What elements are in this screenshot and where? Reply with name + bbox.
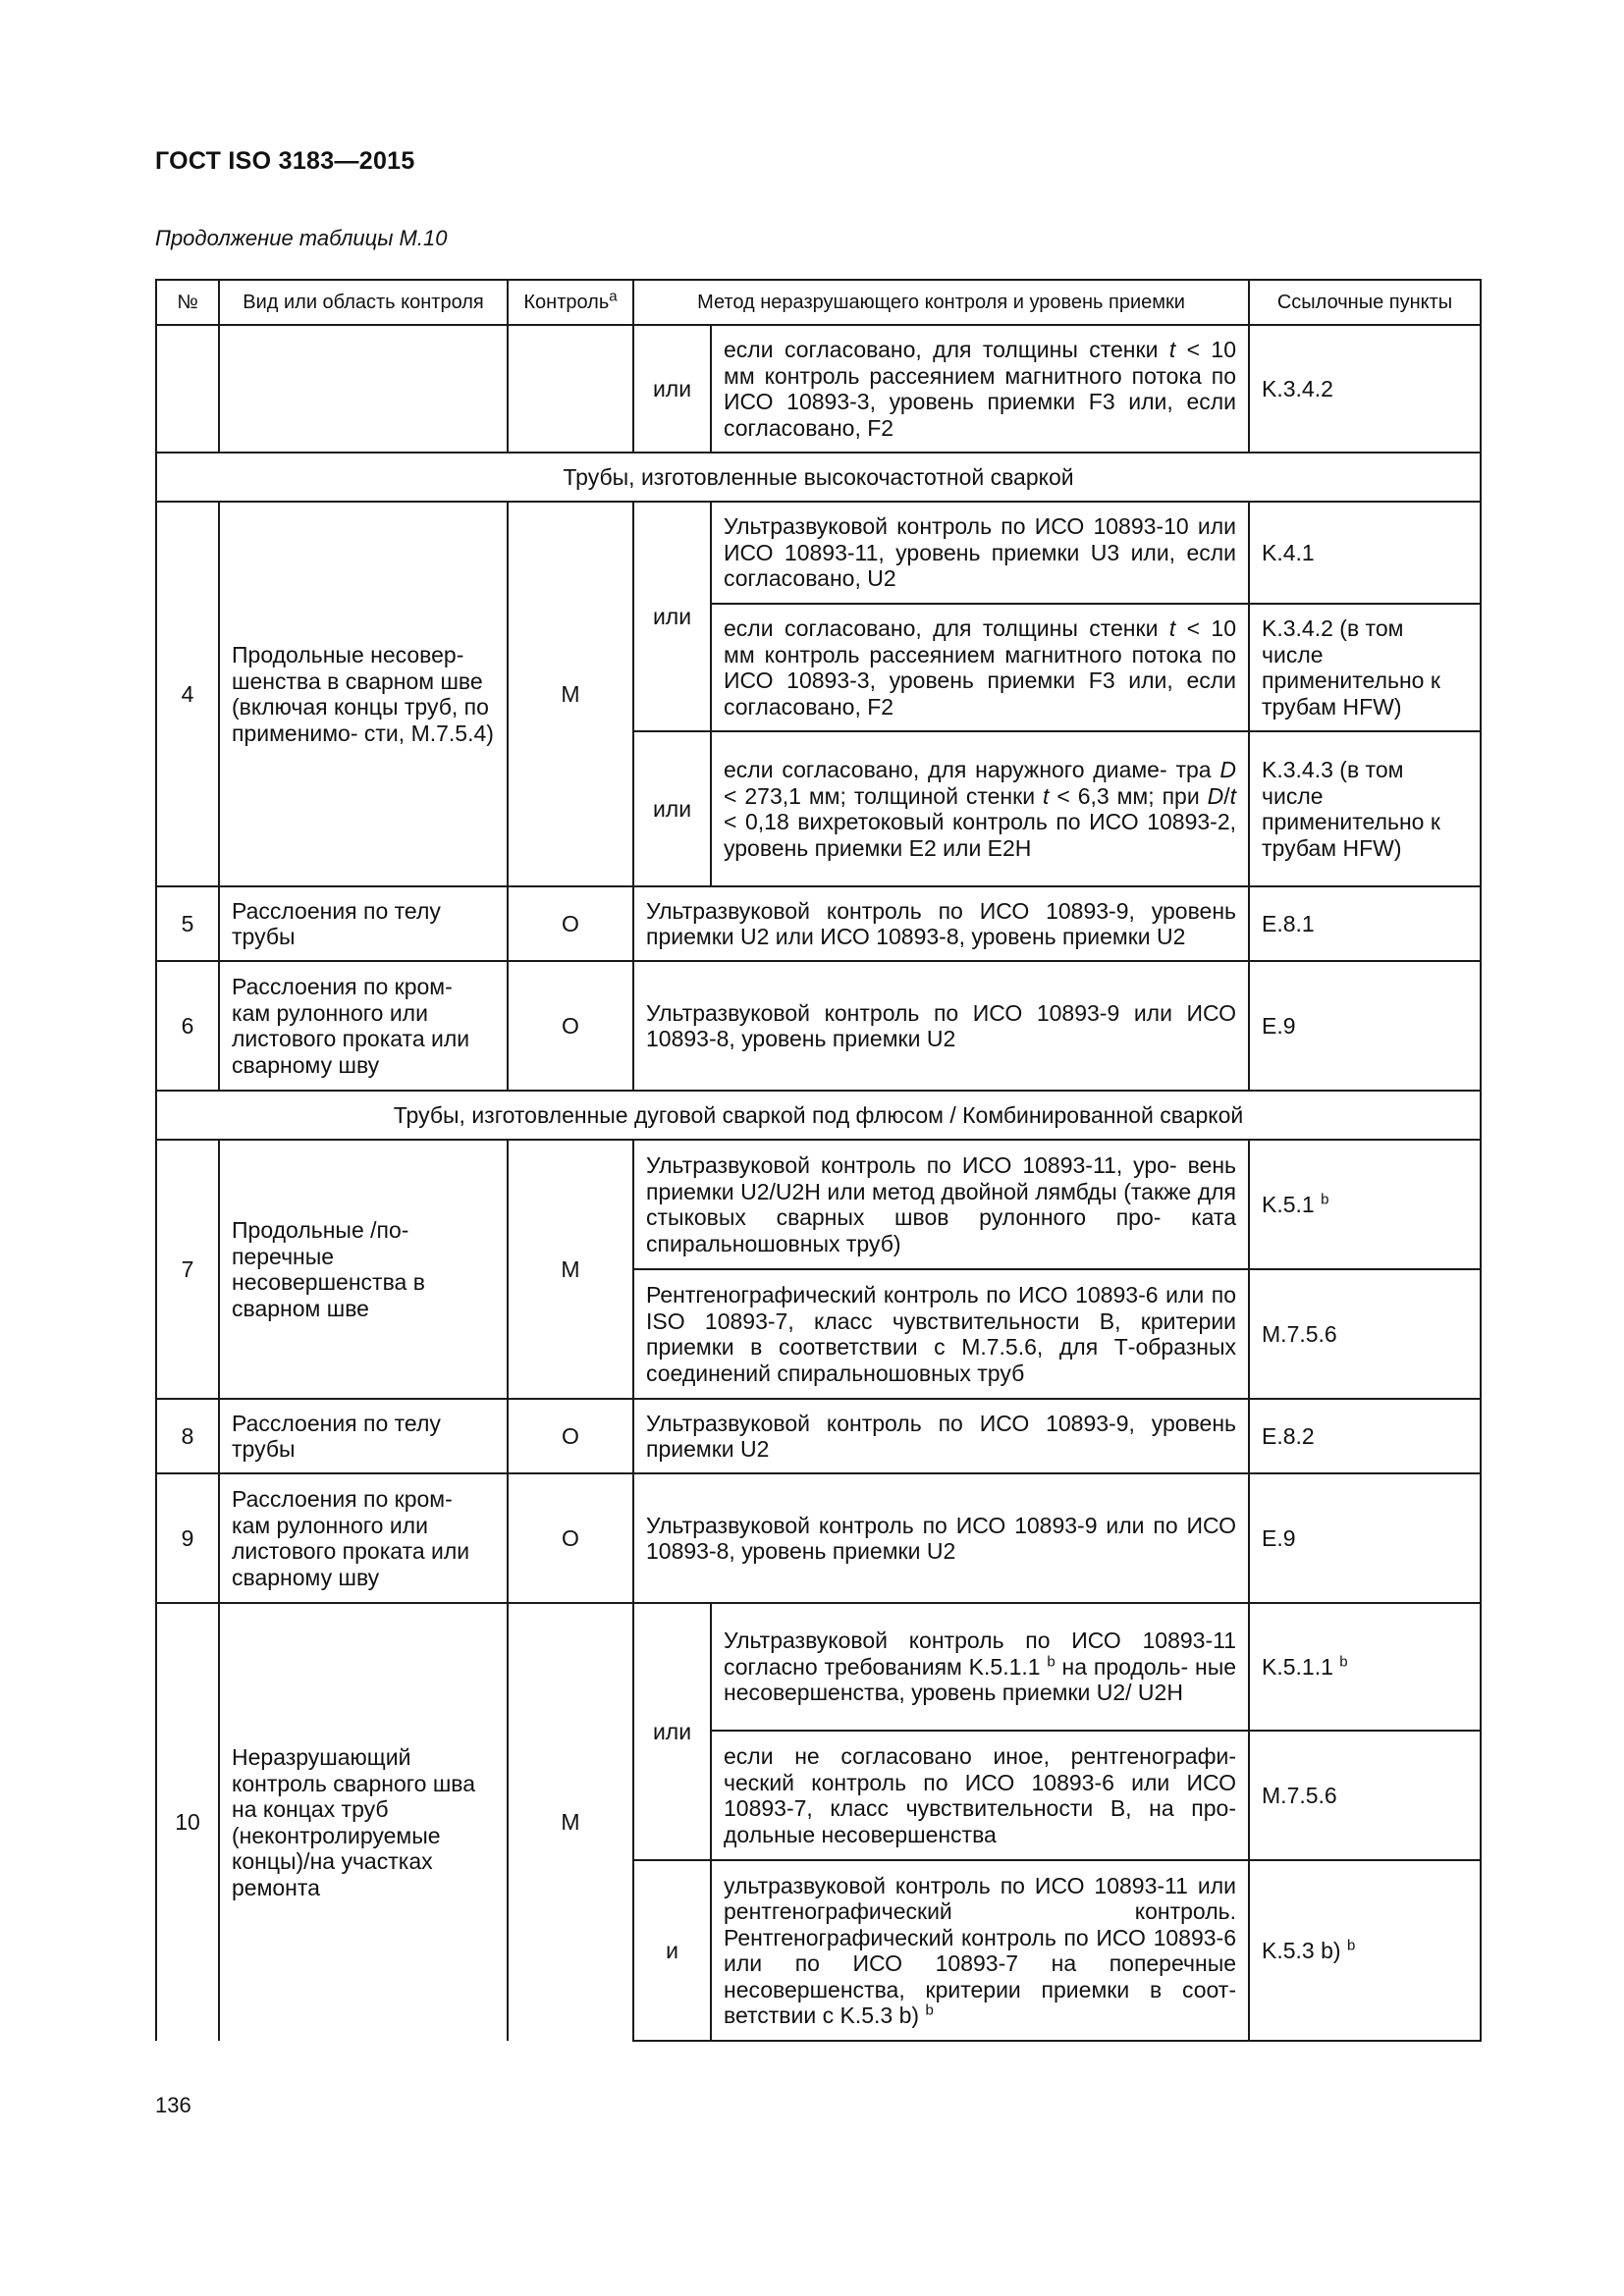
cell-connector: или (633, 502, 711, 731)
col-header-method: Метод неразрушающего контроля и уровень приемки (633, 280, 1249, 325)
cell-connector: или (633, 731, 711, 886)
table-header-row (156, 280, 1481, 325)
section-title-saw: Трубы, изготовленные дуговой сваркой под флюсом / Комбинированной сваркой (156, 1091, 1481, 1140)
cell-method: Ультразвуковой контроль по ИСО 10893-9 или ИСО 10893-8, уровень приемки U2 (633, 961, 1249, 1091)
cell-ref: М.7.5.6 (1249, 1731, 1481, 1860)
cell-num: 9 (156, 1473, 219, 1603)
cell-ref: E.8.1 (1249, 886, 1481, 961)
cell-method (711, 1860, 1249, 2041)
cell-ref: K.3.4.3 (в том числе применительно к трубам HFW) (1249, 731, 1481, 886)
var-t: t (1043, 782, 1050, 809)
cell-num: 8 (156, 1399, 219, 1473)
cell-num: 4 (156, 502, 219, 886)
method-text: на продоль- ные несовершенства, уровень приемки U2/ U2H (724, 1653, 1237, 1706)
section-title-hfw: Трубы, изготовленные высокочастотной сваркой (156, 453, 1481, 502)
footnote-a-mark: a (609, 288, 618, 305)
table-row (156, 961, 1481, 1091)
footnote-b-mark: b (1346, 1937, 1356, 1954)
cell-ref: K.4.1 (1249, 502, 1481, 604)
table-row (156, 1399, 1481, 1473)
col-header-control-label: Контроль (523, 291, 610, 313)
cell-connector: или (633, 325, 711, 453)
cell-connector: и (633, 1860, 711, 2041)
col-header-area: Вид или область контроля (219, 280, 508, 325)
table-caption: Продолжение таблицы М.10 (155, 226, 448, 250)
section-row (156, 453, 1481, 502)
cell-num: 7 (156, 1140, 219, 1399)
method-text: < 273,1 мм; толщиной стенки (724, 782, 1043, 809)
table-row (156, 1140, 1481, 1269)
cell-ref (1249, 1860, 1481, 2041)
footnote-b-mark: b (925, 2002, 934, 2019)
cell-ref (1249, 1603, 1481, 1731)
cell-control: М (508, 1140, 633, 1399)
method-text: < 0,18 вихретоковый контроль по ИСО 10893-2, уровень приемки E2 или E2H (724, 809, 1237, 861)
cell-area: Расслоения по телу трубы (219, 1399, 508, 1473)
ref-text: K.5.1 (1262, 1191, 1315, 1217)
method-text: Ультразвуковой контроль по ИСО 10893-11 согласно требованиям K.5.1.1 (724, 1628, 1237, 1680)
method-text: если согласовано, для толщины стенки (724, 337, 1169, 362)
cell-method (711, 731, 1249, 886)
method-text: < 10 мм контроль рассеянием магнитного потока по ИСО 10893-3, уровень приемки F3 или, если согласовано, F2 (724, 337, 1237, 441)
var-D: D (1219, 757, 1237, 782)
cell-method: Ультразвуковой контроль по ИСО 10893-11, уро- вень приемки U2/U2H или метод двойной лямбды (также для стыковых сварных швов рулонного про- ката спиральношовных труб) (633, 1140, 1249, 1269)
cell-ref: E.9 (1249, 1473, 1481, 1603)
method-text: если согласовано, для толщины стенки (724, 615, 1169, 641)
document-title: ГОСТ ISO 3183—2015 (155, 147, 415, 175)
page-number: 136 (155, 2093, 191, 2117)
section-row (156, 1091, 1481, 1140)
col-header-refs: Ссылочные пункты (1249, 280, 1481, 325)
var-t: t (1168, 337, 1176, 362)
ref-text: K.5.1.1 (1262, 1653, 1333, 1680)
footnote-b-mark: b (1321, 1191, 1329, 1208)
cell-method: Ультразвуковой контроль по ИСО 10893-9, уровень приемки U2 или ИСО 10893-8, уровень приемки U2 (633, 886, 1249, 961)
cell-control: О (508, 1399, 633, 1473)
table-row (156, 1473, 1481, 1603)
cell-method: Рентгенографический контроль по ИСО 10893-6 или по ISO 10893-7, класс чувствительности B, критерии приемки в соответствии с М.7.5.6, для Т-образных соединений спиральношовных труб (633, 1269, 1249, 1399)
cell-control: М (508, 1603, 633, 2041)
var-D: D (1207, 782, 1224, 809)
var-t: t (1229, 782, 1237, 809)
col-header-num: № (156, 280, 219, 325)
cell-ref: E.9 (1249, 961, 1481, 1091)
var-t: t (1168, 615, 1176, 641)
cell-control (508, 325, 633, 453)
cell-control: О (508, 961, 633, 1091)
cell-ref: E.8.2 (1249, 1399, 1481, 1473)
cell-area: Продольные несовер- шенства в сварном шве (включая концы труб, по применимо- сти, М.7.5.4) (219, 502, 508, 886)
method-text: < 6,3 мм; при (1049, 782, 1208, 809)
cell-area: Неразрушающий контроль сварного шва на концах труб (неконтролируемые концы)/на участках ремонта (219, 1603, 508, 2041)
cell-area: Расслоения по кром- кам рулонного или листового проката или сварному шву (219, 961, 508, 1091)
ref-text: K.5.3 b) (1262, 1937, 1341, 1963)
method-text: < 10 мм контроль рассеянием магнитного потока по ИСО 10893-3, уровень приемки F3 или, если согласовано, F2 (724, 615, 1237, 720)
cell-area: Продольные /по- перечные несовершенства в сварном шве (219, 1140, 508, 1399)
cell-num: 6 (156, 961, 219, 1091)
cell-method: если не согласовано иное, рентгенографи- ческий контроль по ИСО 10893-6 или ИСО 10893-7, класс чувствительности B, на про- дольные несовершенства (711, 1731, 1249, 1860)
cell-method: Ультразвуковой контроль по ИСО 10893-9, уровень приемки U2 (633, 1399, 1249, 1473)
cell-num: 5 (156, 886, 219, 961)
cell-ref: K.3.4.2 (в том числе применительно к трубам HFW) (1249, 604, 1481, 731)
cell-method: Ультразвуковой контроль по ИСО 10893-9 или по ИСО 10893-8, уровень приемки U2 (633, 1473, 1249, 1603)
cell-connector: или (633, 1603, 711, 1860)
table-row (156, 886, 1481, 961)
cell-control: О (508, 1473, 633, 1603)
method-text: ультразвуковой контроль по ИСО 10893-11 или рентгенографический контроль. Рентгенографический контроль по ИСО 10893-6 или по ИСО 10893-7 на поперечные несовершенства, критерии приемки в соот- ветствии с K.5.3 b) (724, 1872, 1237, 2028)
footnote-b-mark: b (1047, 1653, 1056, 1671)
table-row (156, 502, 1481, 604)
cell-area: Расслоения по телу трубы (219, 886, 508, 961)
cell-method (711, 604, 1249, 731)
cell-area (219, 325, 508, 453)
col-header-control (508, 280, 633, 325)
cell-ref (1249, 1140, 1481, 1269)
cell-num (156, 325, 219, 453)
cell-ref: М.7.5.6 (1249, 1269, 1481, 1399)
cell-ref: K.3.4.2 (1249, 325, 1481, 453)
method-text: / (1223, 782, 1230, 809)
cell-control: М (508, 502, 633, 886)
cell-num: 10 (156, 1603, 219, 2041)
cell-method (711, 325, 1249, 453)
cell-control: О (508, 886, 633, 961)
footnote-b-mark: b (1339, 1653, 1348, 1671)
cell-method (711, 1603, 1249, 1731)
cell-area: Расслоения по кром- кам рулонного или листового проката или сварному шву (219, 1473, 508, 1603)
inspection-table (155, 279, 1482, 2042)
cell-method: Ультразвуковой контроль по ИСО 10893-10 или ИСО 10893-11, уровень приемки U3 или, если согласовано, U2 (711, 502, 1249, 604)
table-row (156, 1603, 1481, 1731)
table-row (156, 325, 1481, 453)
method-text: если согласовано, для наружного диаме- тра (724, 757, 1220, 782)
